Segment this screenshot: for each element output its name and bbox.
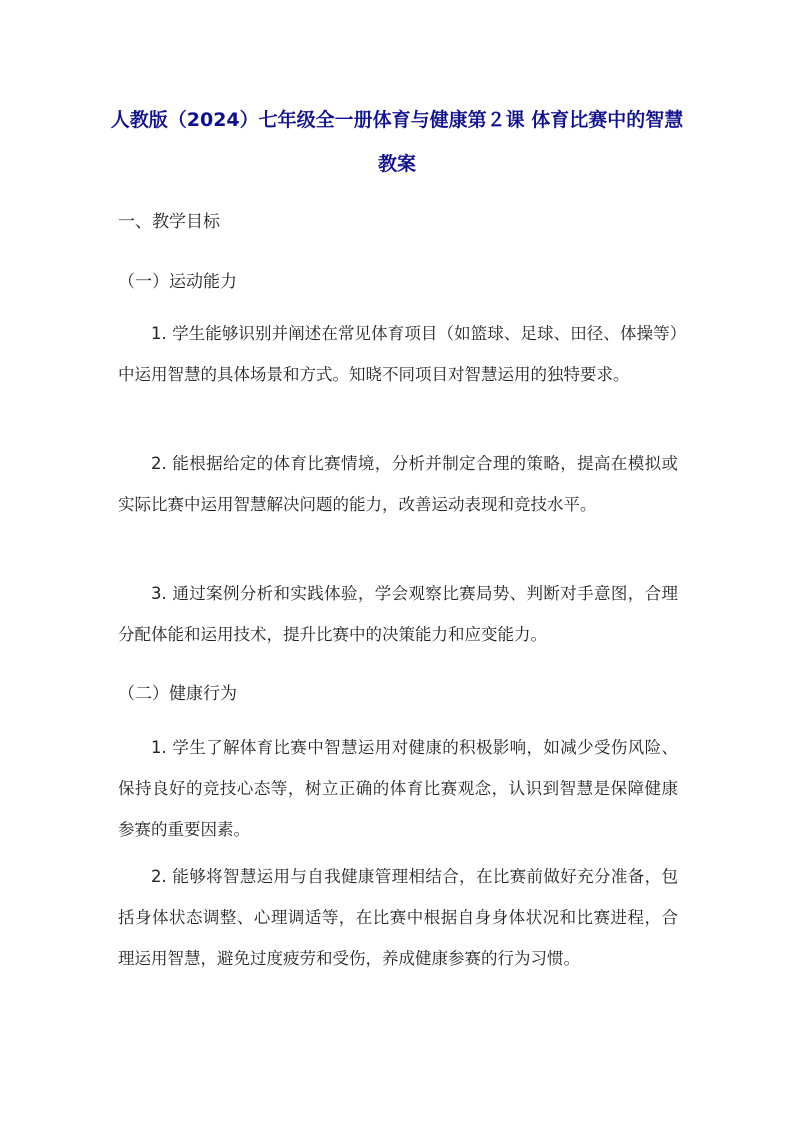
section-heading-teaching-objectives: 一、教学目标 [118,212,220,232]
health-behavior-item-2: 2. 能够将智慧运用与自我健康管理相结合，在比赛前做好充分准备，包括身体状态调整、心理调适等，在比赛中根据自身身体状况和比赛进程，合理运用智慧，避免过度疲劳和受伤，养成健康参赛的行为习惯。 [118,867,678,968]
subsection-heading-health-behavior: （二）健康行为 [118,684,237,704]
health-behavior-item-1: 1. 学生了解体育比赛中智慧运用对健康的积极影响，如减少受伤风险、保持良好的竞技心态等，树立正确的体育比赛观念，认识到智慧是保障健康参赛的重要因素。 [118,738,678,839]
subsection-heading-motor-ability: （一）运动能力 [118,272,237,292]
motor-ability-item-1: 1. 学生能够识别并阐述在常见体育项目（如篮球、足球、田径、体操等）中运用智慧的具体场景和方式。知晓不同项目对智慧运用的独特要求。 [118,324,678,384]
document-title: 人教版（2024）七年级全一册体育与健康第２课 体育比赛中的智慧 教案 [110,109,684,175]
motor-ability-item-2: 2. 能根据给定的体育比赛情境，分析并制定合理的策略，提高在模拟或实际比赛中运用智慧解决问题的能力，改善运动表现和竞技水平。 [118,454,678,514]
motor-ability-item-3: 3. 通过案例分析和实践体验，学会观察比赛局势、判断对手意图，合理分配体能和运用技术，提升比赛中的决策能力和应变能力。 [118,584,678,644]
